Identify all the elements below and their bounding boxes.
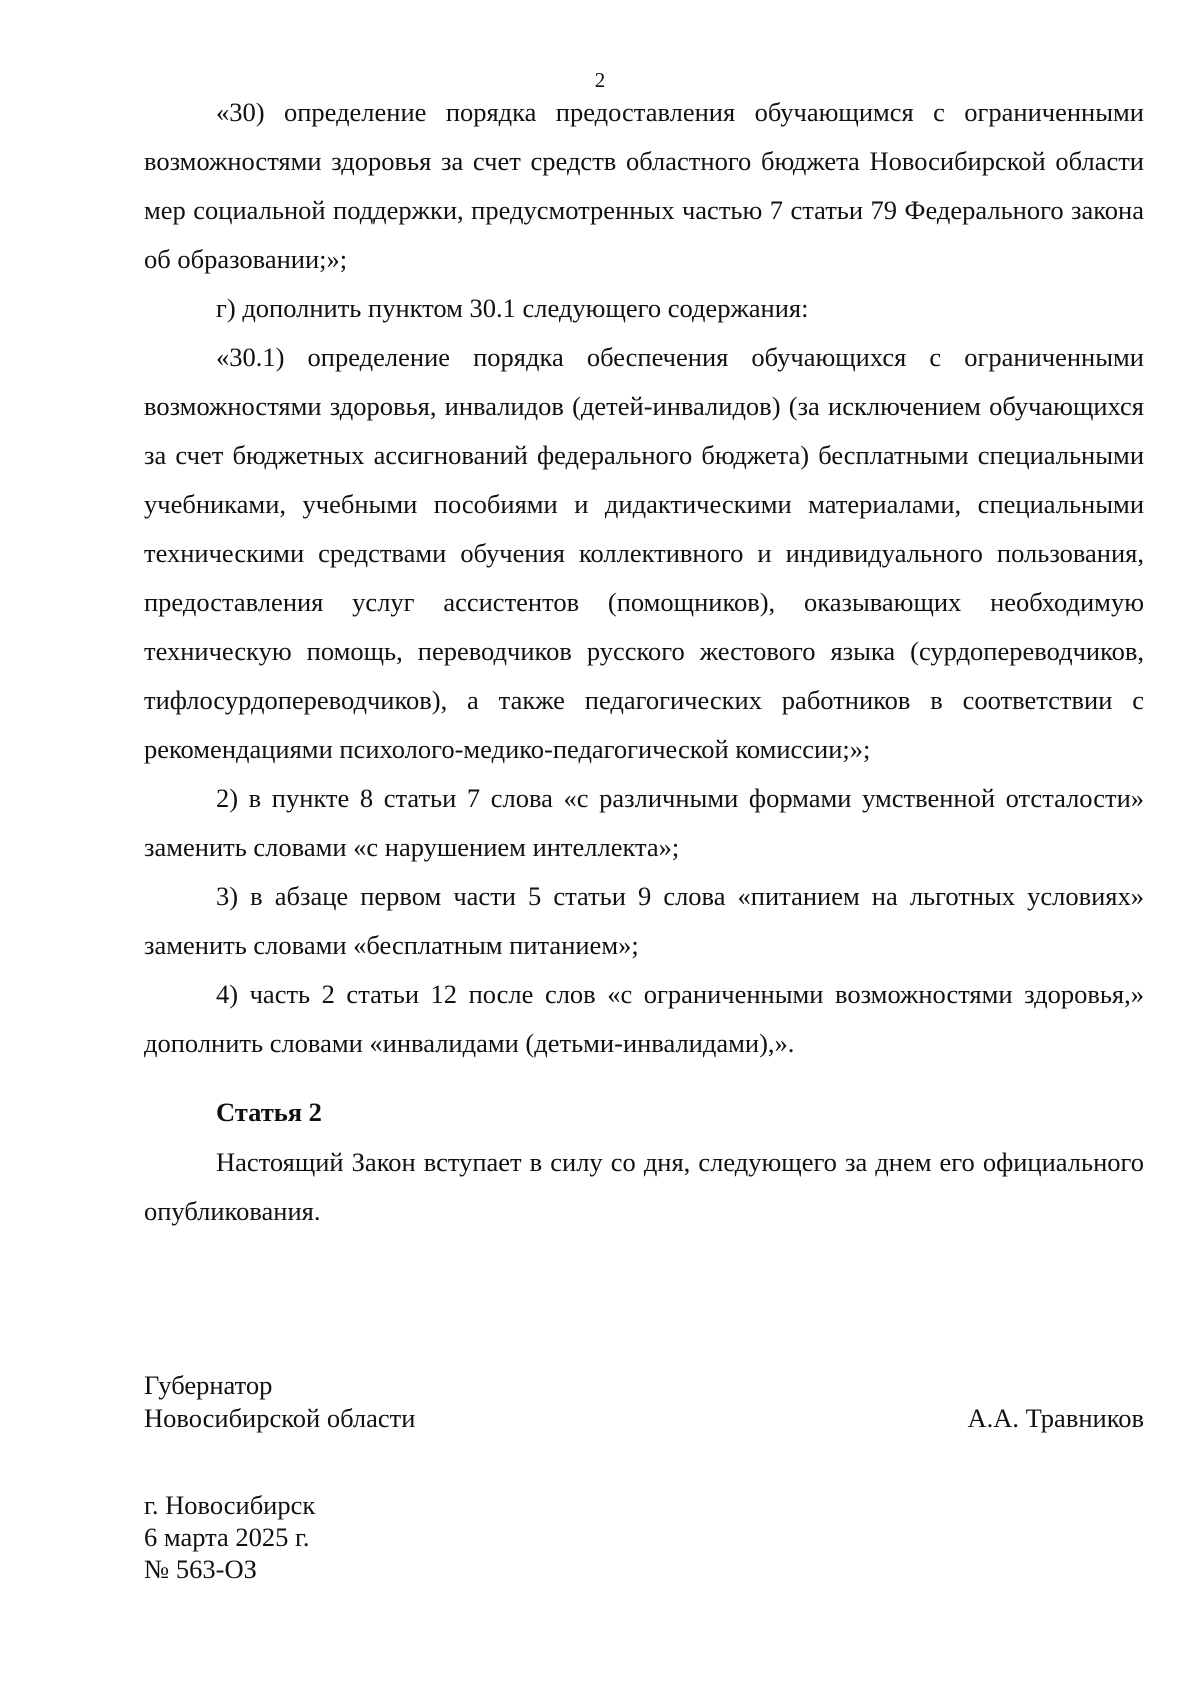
law-number: № 563-ОЗ	[144, 1554, 257, 1584]
signatory-title-line2: Новосибирской области	[144, 1403, 416, 1433]
signature-block	[144, 1369, 1144, 1435]
paragraph-amendment-4: 4) часть 2 статьи 12 после слов «с ограниченными возможностями здоровья,» дополнить словами «инвалидами (детьми-инвалидами),».	[144, 979, 1144, 1058]
article-2-text: Настоящий Закон вступает в силу со дня, следующего за днем его официального опубликования.	[144, 1147, 1144, 1226]
paragraph-item-30: «30) определение порядка предоставления обучающимся с ограниченными возможностями здоровья за счет средств областного бюджета Новосибирской области мер социальной поддержки, предусмотренных частью 7 статьи 79 Федерального закона об образовании;»;	[144, 97, 1144, 274]
signatory-title-line1: Губернатор	[144, 1370, 273, 1400]
paragraph-item-30-1: «30.1) определение порядка обеспечения обучающихся с ограниченными возможностями здоровья, инвалидов (детей-инвалидов) (за исключением обучающихся за счет бюджетных ассигнований федерального бюджета) бесплатными специальными учебниками, учебными пособиями и дидактическими материалами, специальными техническими средствами обучения коллективного и индивидуального пользования, предоставления услуг ассистентов (помощников), оказывающих необходимую техническую помощь, переводчиков русского жестового языка (сурдопереводчиков, тифлосурдопереводчиков), а также педагогических работников в соответствии с рекомендациями психолого-медико-педагогической комиссии;»;	[144, 342, 1144, 764]
article-2-heading: Статья 2	[216, 1097, 322, 1127]
page-number: 2	[594, 68, 606, 92]
paragraph-amendment-2: 2) в пункте 8 статьи 7 слова «с различными формами умственной отсталости» заменить словами «с нарушением интеллекта»;	[144, 783, 1144, 862]
signatory-title	[144, 1369, 415, 1435]
document-body	[144, 88, 1144, 1236]
place-date-block	[144, 1489, 315, 1585]
place-city: г. Новосибирск	[144, 1490, 316, 1520]
signatory-name: А.А. Травников	[967, 1403, 1144, 1433]
law-date: 6 марта 2025 г.	[144, 1522, 310, 1552]
paragraph-amendment-g: г) дополнить пунктом 30.1 следующего содержания:	[216, 293, 809, 323]
paragraph-amendment-3: 3) в абзаце первом части 5 статьи 9 слова «питанием на льготных условиях» заменить словами «бесплатным питанием»;	[144, 881, 1144, 960]
